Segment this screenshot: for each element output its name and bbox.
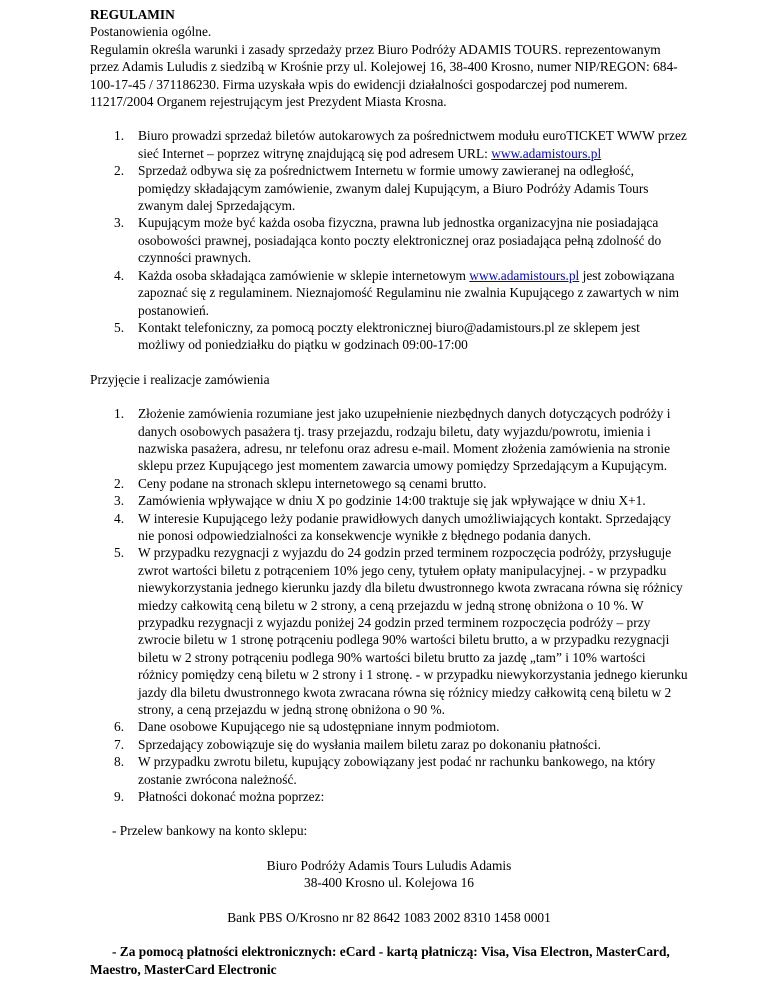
item-number: 2.: [114, 475, 125, 491]
item-text: W przypadku rezygnacji z wyjazdu do 24 godzin przed terminem rozpoczęcia podróży, przysługuje zwrot wartości biletu z potrąceniem 10% jego ceny, tytułem opłaty manipulacyjnej. - w przypadku niewykorzystania jednego kierunku jazdy dla biletu dwustronnego kwota zwracana równa się różnicy miedzy całkowitą ceną biletu w 2 strony, a ceną przejazdu w jedną stronę obniżona o 10 %. W przypadku rezygnacji z wyjazdu poniżej 24 godzin przed terminem rozpoczęcia podróży – przy zwrocie biletu w 1 stronę potrąceniu podlega 90% wartości biletu brutto, a w przypadku rezygnacji biletu w 2 strony potrąceniu podlega 90% wartości biletu brutto za jazdę „tam” i 10% wartości różnicy pomiędzy ceną biletu w 2 strony i 1 stronę. - w przypadku niewykorzystania jednego kierunku jazdy dla biletu dwustronnego kwota zwracana równa się różnicy miedzy całkowitą ceną biletu w 2 strony, a ceną przejazdu w jedną stronę obniżona o 90 %.: [138, 545, 688, 718]
list-item: [90, 788, 688, 805]
payment-electronic: - Za pomocą płatności elektronicznych: eCard - kartą płatniczą: Visa, Visa Electron, MasterCard, Maestro, MasterCard Electronic: [90, 944, 670, 977]
item-text: W przypadku zwrotu biletu, kupujący zobowiązany jest podać nr rachunku bankowego, na który zostanie zwrócona należność.: [138, 754, 656, 787]
list-item: [90, 214, 688, 266]
website-link[interactable]: www.adamistours.pl: [469, 267, 580, 283]
item-text: Kupującym może być każda osoba fizyczna, prawna lub jednostka organizacyjna nie posiadająca osobowości prawnej, posiadająca konto poczty elektronicznej oraz posiadająca pełną zdolność do czynności prawnych.: [138, 215, 662, 266]
item-number: 1.: [114, 406, 125, 422]
intro-block: [90, 23, 688, 110]
item-text: Ceny podane na stronach sklepu internetowego są cenami brutto.: [138, 475, 487, 491]
payment-address: 38-400 Krosno ul. Kolejowa 16: [304, 875, 474, 891]
intro-heading: Postanowienia ogólne.: [90, 24, 212, 40]
list-item: [90, 544, 688, 718]
item-number: 8.: [114, 754, 125, 770]
item-number: 5.: [114, 545, 125, 561]
list-item: [90, 405, 688, 475]
item-text: Dane osobowe Kupującego nie są udostępniane innym podmiotom.: [138, 719, 500, 735]
list-item: [90, 492, 688, 509]
list-item: [90, 510, 688, 545]
list-item: [90, 162, 688, 214]
document-title: REGULAMIN: [90, 7, 175, 22]
item-number: 5.: [114, 319, 125, 335]
payment-company: Biuro Podróży Adamis Tours Luludis Adamis: [266, 857, 512, 873]
item-number: 1.: [114, 128, 125, 144]
general-list: [90, 127, 688, 353]
item-text: Sprzedający zobowiązuje się do wysłania mailem biletu zaraz po dokonaniu płatności.: [138, 736, 601, 752]
item-text: Złożenie zamówienia rozumiane jest jako uzupełnienie niezbędnych danych dotyczących podróży i danych osobowych pasażera tj. trasy przejazdu, rodzaju biletu, daty wyjazdu/powrotu, imienia i nazwiska pasażera, adresu, nr telefonu oraz adresu e-mail. Moment złożenia zamówienia na stronie sklepu przez Kupującego jest momentem zawarcia umowy pomiędzy Sprzedającym a Kupującym.: [138, 406, 671, 474]
item-text: Każda osoba składająca zamówienie w sklepie internetowym: [138, 267, 470, 283]
payment-bank-account: Bank PBS O/Krosno nr 82 8642 1083 2002 8310 1458 0001: [227, 909, 551, 925]
item-text-continued: jest zobowiązana zapoznać się z regulaminem. Nieznajomość Regulaminu nie zwalnia Kupującego z zawartych w nim postanowień.: [138, 267, 679, 318]
website-link[interactable]: www.adamistours.pl: [491, 145, 602, 161]
orders-list: [90, 405, 688, 805]
list-item: [90, 736, 688, 753]
item-number: 6.: [114, 719, 125, 735]
orders-heading: Przyjęcie i realizacje zamówienia: [90, 371, 270, 387]
list-item: [90, 475, 688, 492]
item-number: 7.: [114, 736, 125, 752]
item-text: Kontakt telefoniczny, za pomocą poczty elektronicznej biuro@adamistours.pl ze sklepem jest możliwy od poniedziałku do piątku w godzinach 09:00-17:00: [138, 319, 640, 353]
item-number: 3.: [114, 493, 125, 509]
item-text: Sprzedaż odbywa się za pośrednictwem Internetu w formie umowy zawieranej na odległość, pomiędzy składającym zamówienie, zwanym dalej Kupującym, a Biuro Podróży Adamis Tours zwanym dalej Sprzedającym.: [138, 163, 649, 214]
intro-text: Regulamin określa warunki i zasady sprzedaży przez Biuro Podróży ADAMIS TOURS. reprezentowanym przez Adamis Luludis z siedzibą w Krośnie przy ul. Kolejowej 16, 38-400 Krosno, numer NIP/REGON: 684-100-17-45 / 371186230. Firma uzyskała wpis do ewidencji działalności gospodarczej pod numerem. 11217/2004 Organem rejestrującym jest Prezydent Miasta Krosna.: [90, 41, 678, 110]
item-number: 4.: [114, 510, 125, 526]
item-text: W interesie Kupującego leży podanie prawidłowych danych umożliwiających kontakt. Sprzedający nie ponosi odpowiedzialności za konsekwencje wynikłe z błędnego podania danych.: [138, 510, 671, 543]
item-number: 3.: [114, 215, 125, 231]
item-text: Zamówienia wpływające w dniu X po godzinie 14:00 traktuje się jak wpływające w dniu X+1.: [138, 493, 646, 509]
item-number: 2.: [114, 163, 125, 179]
list-item: [90, 753, 688, 788]
payment-transfer: - Przelew bankowy na konto sklepu:: [112, 823, 308, 839]
list-item: [90, 127, 688, 162]
list-item: [90, 319, 688, 354]
item-text: Biuro prowadzi sprzedaż biletów autokarowych za pośrednictwem modułu euroTICKET WWW przez sieć Internet – poprzez witrynę znajdującą się pod adresem URL:: [138, 128, 687, 161]
item-number: 4.: [114, 267, 125, 283]
item-text: Płatności dokonać można poprzez:: [138, 789, 325, 805]
item-number: 9.: [114, 789, 125, 805]
list-item: [90, 267, 688, 319]
list-item: [90, 718, 688, 735]
